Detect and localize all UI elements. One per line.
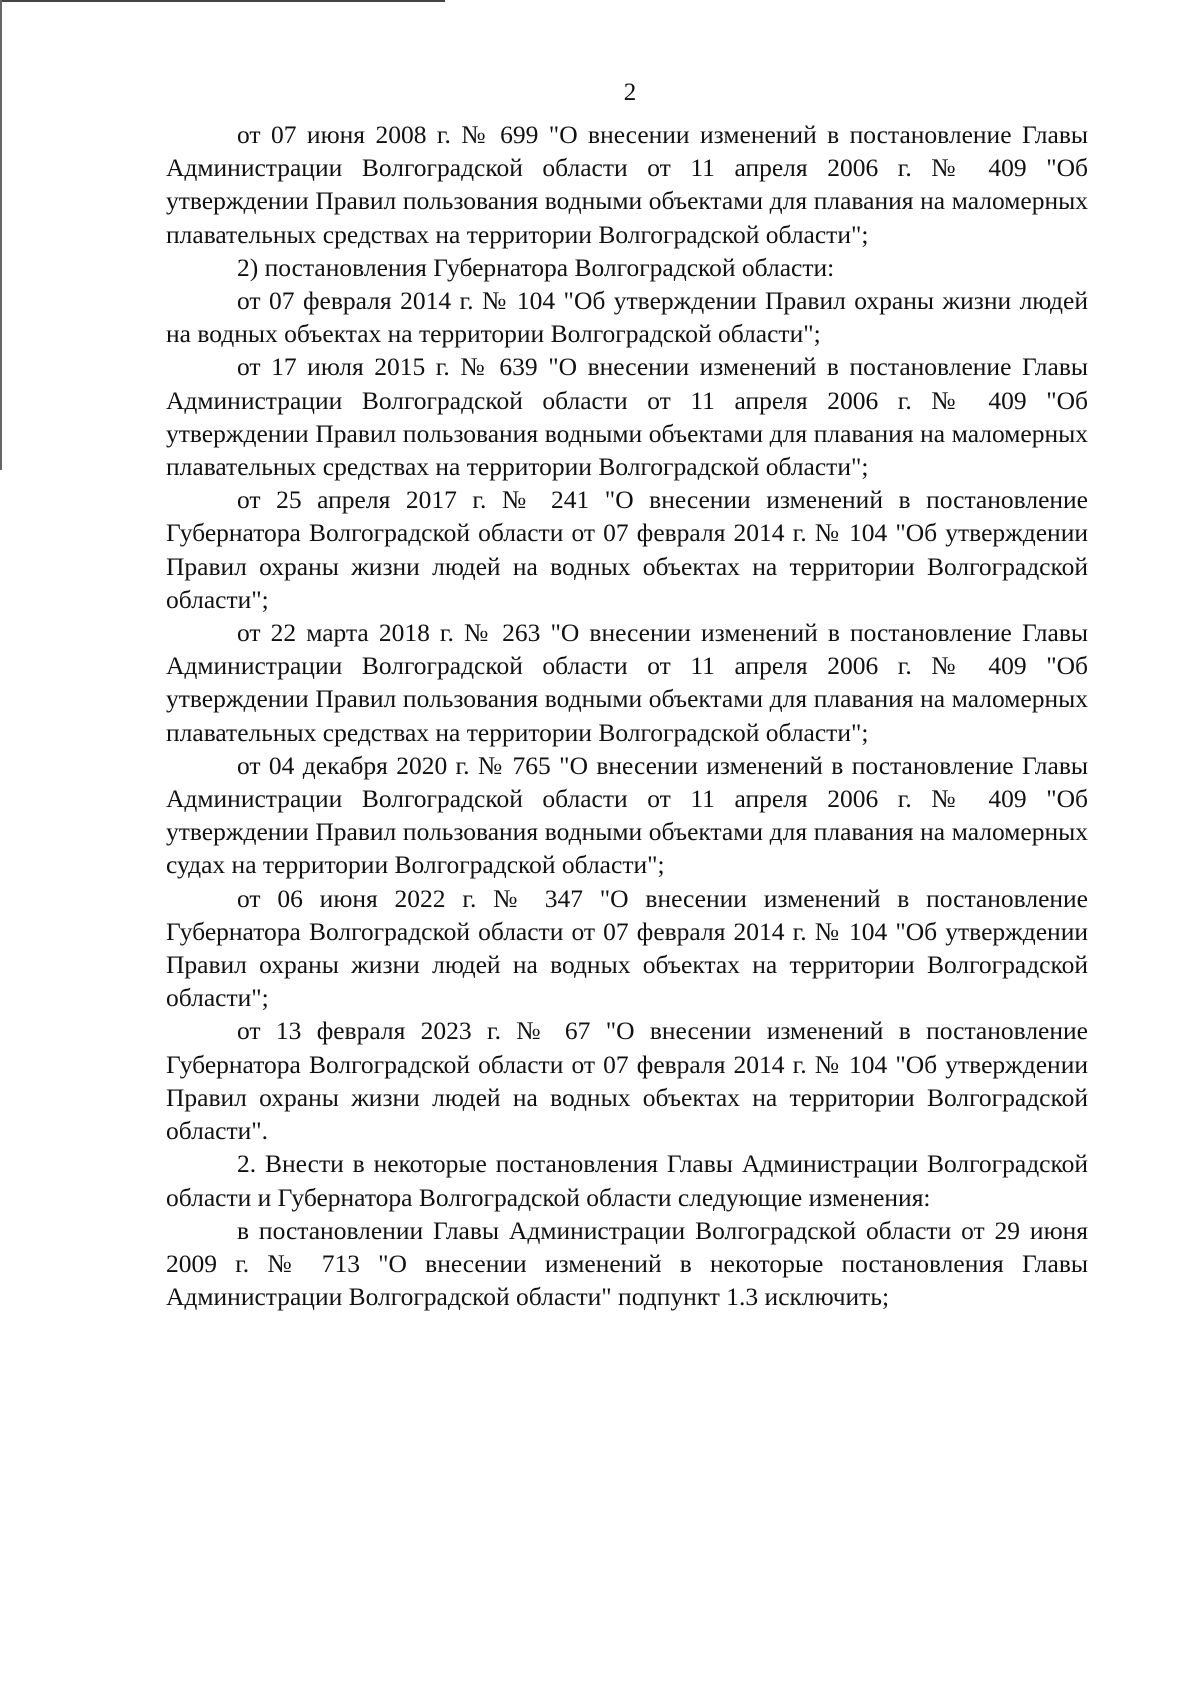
paragraph-2018-263: от 22 марта 2018 г. № 263 "О внесении изменений в постановление Главы Администрации Волгоградской области от 11 апреля 2006 г. № 409 "Об утверждении Правил пользования водными объектами для плавания на маломерных плавательных средствах на территории Волгоградской области";	[166, 618, 1088, 747]
paragraph-2015-639: от 17 июля 2015 г. № 639 "О внесении изменений в постановление Главы Администрации Волгоградской области от 11 апреля 2006 г. № 409 "Об утверждении Правил пользования водными объектами для плавания на маломерных плавательных средствах на территории Волгоградской области";	[166, 352, 1088, 482]
page-number: 2	[623, 79, 637, 106]
paragraph-2014-104: от 07 февраля 2014 г. № 104 "Об утверждении Правил охраны жизни людей на водных объектах на территории Волгоградской области";	[166, 286, 1088, 349]
document-body	[166, 118, 1088, 1313]
scan-edge-left	[0, 0, 2, 470]
paragraph-2009-713: в постановлении Главы Администрации Волгоградской области от 29 июня 2009 г. № 713 "О внесении изменений в некоторые постановления Главы Администрации Волгоградской области" подпункт 1.3 исключить;	[166, 1215, 1088, 1312]
scan-edge-top	[0, 0, 445, 2]
paragraph-item-2: 2. Внести в некоторые постановления Главы Администрации Волгоградской области и Губернатора Волгоградской области следующие изменения:	[166, 1149, 1088, 1212]
paragraph-2020-765: от 04 декабря 2020 г. № 765 "О внесении изменений в постановление Главы Администрации Волгоградской области от 11 апреля 2006 г. № 409 "Об утверждении Правил пользования водными объектами для плавания на маломерных судах на территории Волгоградской области";	[166, 750, 1088, 880]
paragraph-2023-67: от 13 февраля 2023 г. № 67 "О внесении изменений в постановление Губернатора Волгоградской области от 07 февраля 2014 г. № 104 "Об утверждении Правил охраны жизни людей на водных объектах на территории Волгоградской области".	[166, 1016, 1088, 1146]
paragraph-2017-241: от 25 апреля 2017 г. № 241 "О внесении изменений в постановление Губернатора Волгоградской области от 07 февраля 2014 г. № 104 "Об утверждении Правил охраны жизни людей на водных объектах на территории Волгоградской области";	[166, 485, 1088, 614]
paragraph-2022-347: от 06 июня 2022 г. № 347 "О внесении изменений в постановление Губернатора Волгоградской области от 07 февраля 2014 г. № 104 "Об утверждении Правил охраны жизни людей на водных объектах на территории Волгоградской области";	[166, 883, 1088, 1013]
paragraph-2008-699: от 07 июня 2008 г. № 699 "О внесении изменений в постановление Главы Администрации Волгоградской области от 11 апреля 2006 г. № 409 "Об утверждении Правил пользования водными объектами для плавания на маломерных плавательных средствах на территории Волгоградской области";	[166, 120, 1088, 249]
paragraph-governor-resolutions-heading: 2) постановления Губернатора Волгоградской области:	[237, 252, 835, 282]
